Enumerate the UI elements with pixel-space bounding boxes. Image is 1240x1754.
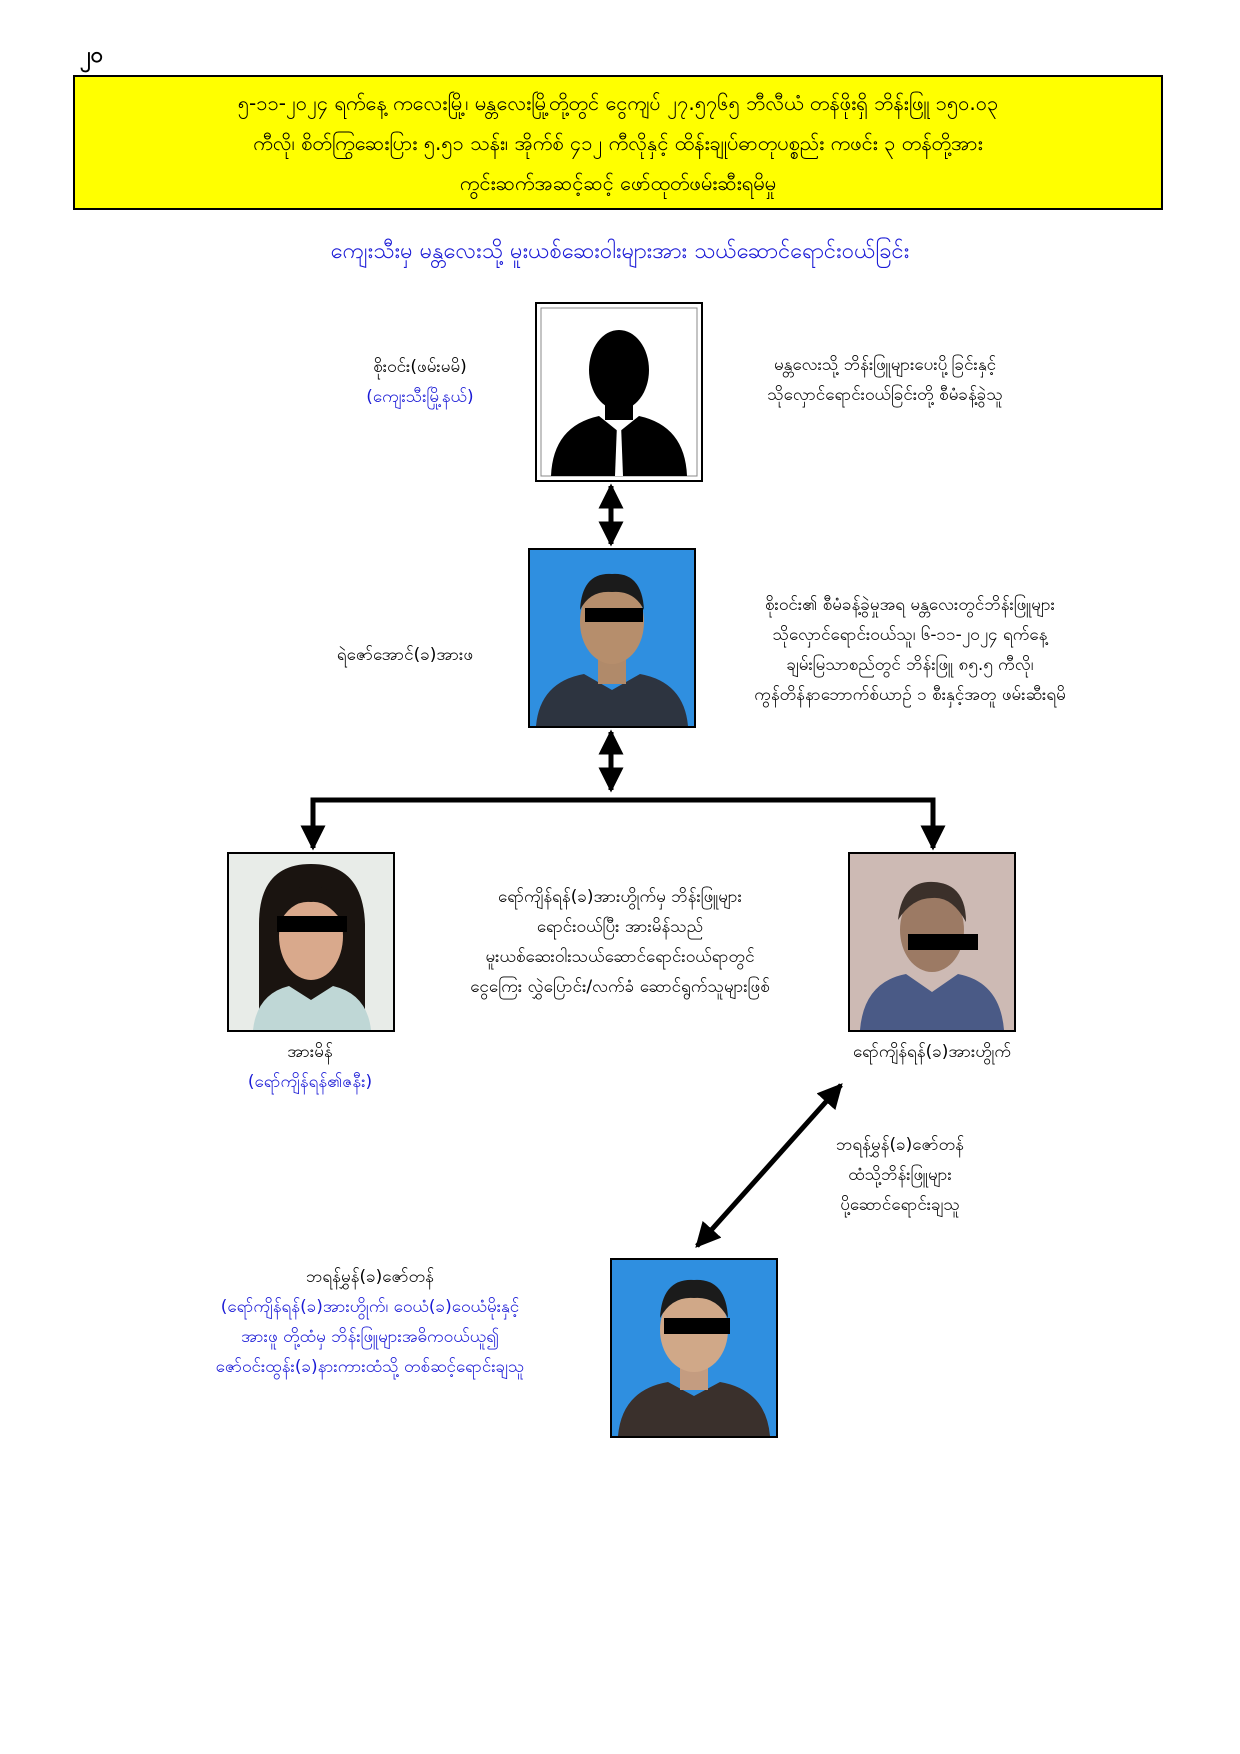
branch-line bbox=[313, 800, 933, 845]
desc-middle bbox=[420, 882, 820, 1002]
silhouette-icon bbox=[537, 304, 701, 480]
desc-ye-zaw-aung-line-1: စိုးဝင်း၏ စီမံခန့်ခွဲမှုအရ မန္တလေးတွင်ဘိန်းဖြူများ bbox=[764, 595, 1055, 615]
note-ba-yan-hmon-line-1: (ရော်ကျိန်ရန်(ခ)အားဟွိုက်၊ ဝေယံ(ခ)ဝေယံမိုးနှင့် bbox=[220, 1297, 520, 1317]
desc-diagonal bbox=[800, 1130, 1000, 1220]
name-ba-yan-hmon: ဘရန်မွှန်(ခ)ဇော်တန် bbox=[306, 1267, 434, 1287]
desc-diagonal-line-2: ထံသို့ဘိန်းဖြူများ bbox=[848, 1165, 952, 1185]
headline-line-1: ၅-၁၁-၂၀၂၄ ရက်နေ့ ကလေးမြို့၊ မန္တလေးမြို့တို့တွင် ငွေကျပ် ၂၇.၅၇၆၅ ဘီလီယံ တန်ဖိုးရှိ ဘိန်းဖြူ ၁၅၀.၀၃ bbox=[237, 90, 999, 115]
label-ye-zaw-aung bbox=[300, 640, 510, 670]
desc-middle-line-3: မူးယစ်ဆေးဝါးသယ်ဆောင်ရောင်းဝယ်ရာတွင် bbox=[485, 947, 755, 967]
photo-ye-zaw-aung bbox=[528, 548, 696, 728]
photo-a-mein bbox=[227, 852, 395, 1032]
desc-ye-zaw-aung-line-3: ချမ်းမြသာစည်တွင် ဘိန်းဖြူ ၈၅.၅ ကီလို၊ bbox=[786, 655, 1034, 675]
name-soe-win: စိုးဝင်း(ဖမ်းမမိ) bbox=[373, 357, 467, 377]
desc-soe-win-line-1: မန္တလေးသို့ ဘိန်းဖြူများပေးပို့ခြင်းနှင့် bbox=[773, 355, 997, 375]
photo-soe-win bbox=[535, 302, 703, 482]
label-yaw-kyin-yan bbox=[812, 1037, 1052, 1067]
desc-ye-zaw-aung-line-2: သိုလှောင်ရောင်းဝယ်သူ၊ ၆-၁၁-၂၀၂၄ ရက်နေ့ bbox=[772, 625, 1048, 645]
desc-soe-win-line-2: သိုလှောင်ရောင်းဝယ်ခြင်းတို့ စီမံခန့်ခွဲသူ bbox=[767, 385, 1003, 405]
name-yaw-kyin-yan: ရော်ကျိန်ရန်(ခ)အားဟွိုက် bbox=[852, 1042, 1012, 1062]
desc-soe-win bbox=[720, 350, 1050, 410]
page-number: ၂၀ bbox=[80, 43, 104, 68]
desc-middle-line-1: ရော်ကျိန်ရန်(ခ)အားဟွိုက်မှ ဘိန်းဖြူများ bbox=[498, 887, 742, 907]
name-ye-zaw-aung: ရဲဇော်အောင်(ခ)အားဖ bbox=[336, 645, 474, 665]
desc-middle-line-4: ငွေကြေး လွှဲပြောင်း/လက်ခံ ဆောင်ရွက်သူများဖြစ် bbox=[470, 977, 770, 997]
photo-ba-yan-hmon bbox=[610, 1258, 778, 1438]
name-a-mein: အားမိန် bbox=[287, 1042, 333, 1062]
diagram-subtitle: ကျေးသီးမှ မန္တလေးသို့ မူးယစ်ဆေးဝါးများအား သယ်ဆောင်ရောင်းဝယ်ခြင်း bbox=[330, 239, 910, 264]
desc-diagonal-line-1: ဘရန်မွှန်(ခ)ဇော်တန် bbox=[836, 1135, 964, 1155]
desc-ye-zaw-aung-line-4: ကွန်တိန်နာဘောက်စ်ယာဉ် ၁ စီးနှင့်အတူ ဖမ်းဆီးရမိ bbox=[754, 685, 1066, 705]
label-soe-win bbox=[330, 352, 510, 412]
label-a-mein bbox=[190, 1037, 430, 1097]
note-ba-yan-hmon-line-3: ဇော်ဝင်းထွန်း(ခ)နားကားထံသို့ တစ်ဆင့်ရောင်းချသူ bbox=[215, 1357, 525, 1377]
desc-middle-line-2: ရောင်းဝယ်ပြီး အားမိန်သည် bbox=[536, 917, 704, 937]
headline-line-2: ကီလို၊ စိတ်ကြွဆေးပြား ၅.၅၁ သန်း၊ အိုက်စ် ၄၁၂ ကီလိုနှင့် ထိန်းချုပ်ဓာတုပစ္စည်း ကဖင်း ၃ တန်တို့အား bbox=[253, 130, 983, 155]
note-ba-yan-hmon-line-2: အားဖူ တို့ထံမှ ဘိန်းဖြူများအဓိကဝယ်ယူ၍ bbox=[241, 1327, 499, 1347]
desc-diagonal-line-3: ပို့ဆောင်ရောင်းချသူ bbox=[840, 1195, 960, 1215]
label-ba-yan-hmon bbox=[150, 1262, 590, 1382]
photo-yaw-kyin-yan bbox=[848, 852, 1016, 1032]
desc-ye-zaw-aung bbox=[700, 590, 1120, 710]
headline-line-3: ကွင်းဆက်အဆင့်ဆင့် ဖော်ထုတ်ဖမ်းဆီးရမိမှု bbox=[459, 170, 777, 195]
note-soe-win: (ကျေးသီးမြို့နယ်) bbox=[366, 387, 474, 407]
note-a-mein: (ရော်ကျိန်ရန်၏ဇနီး) bbox=[247, 1072, 373, 1092]
